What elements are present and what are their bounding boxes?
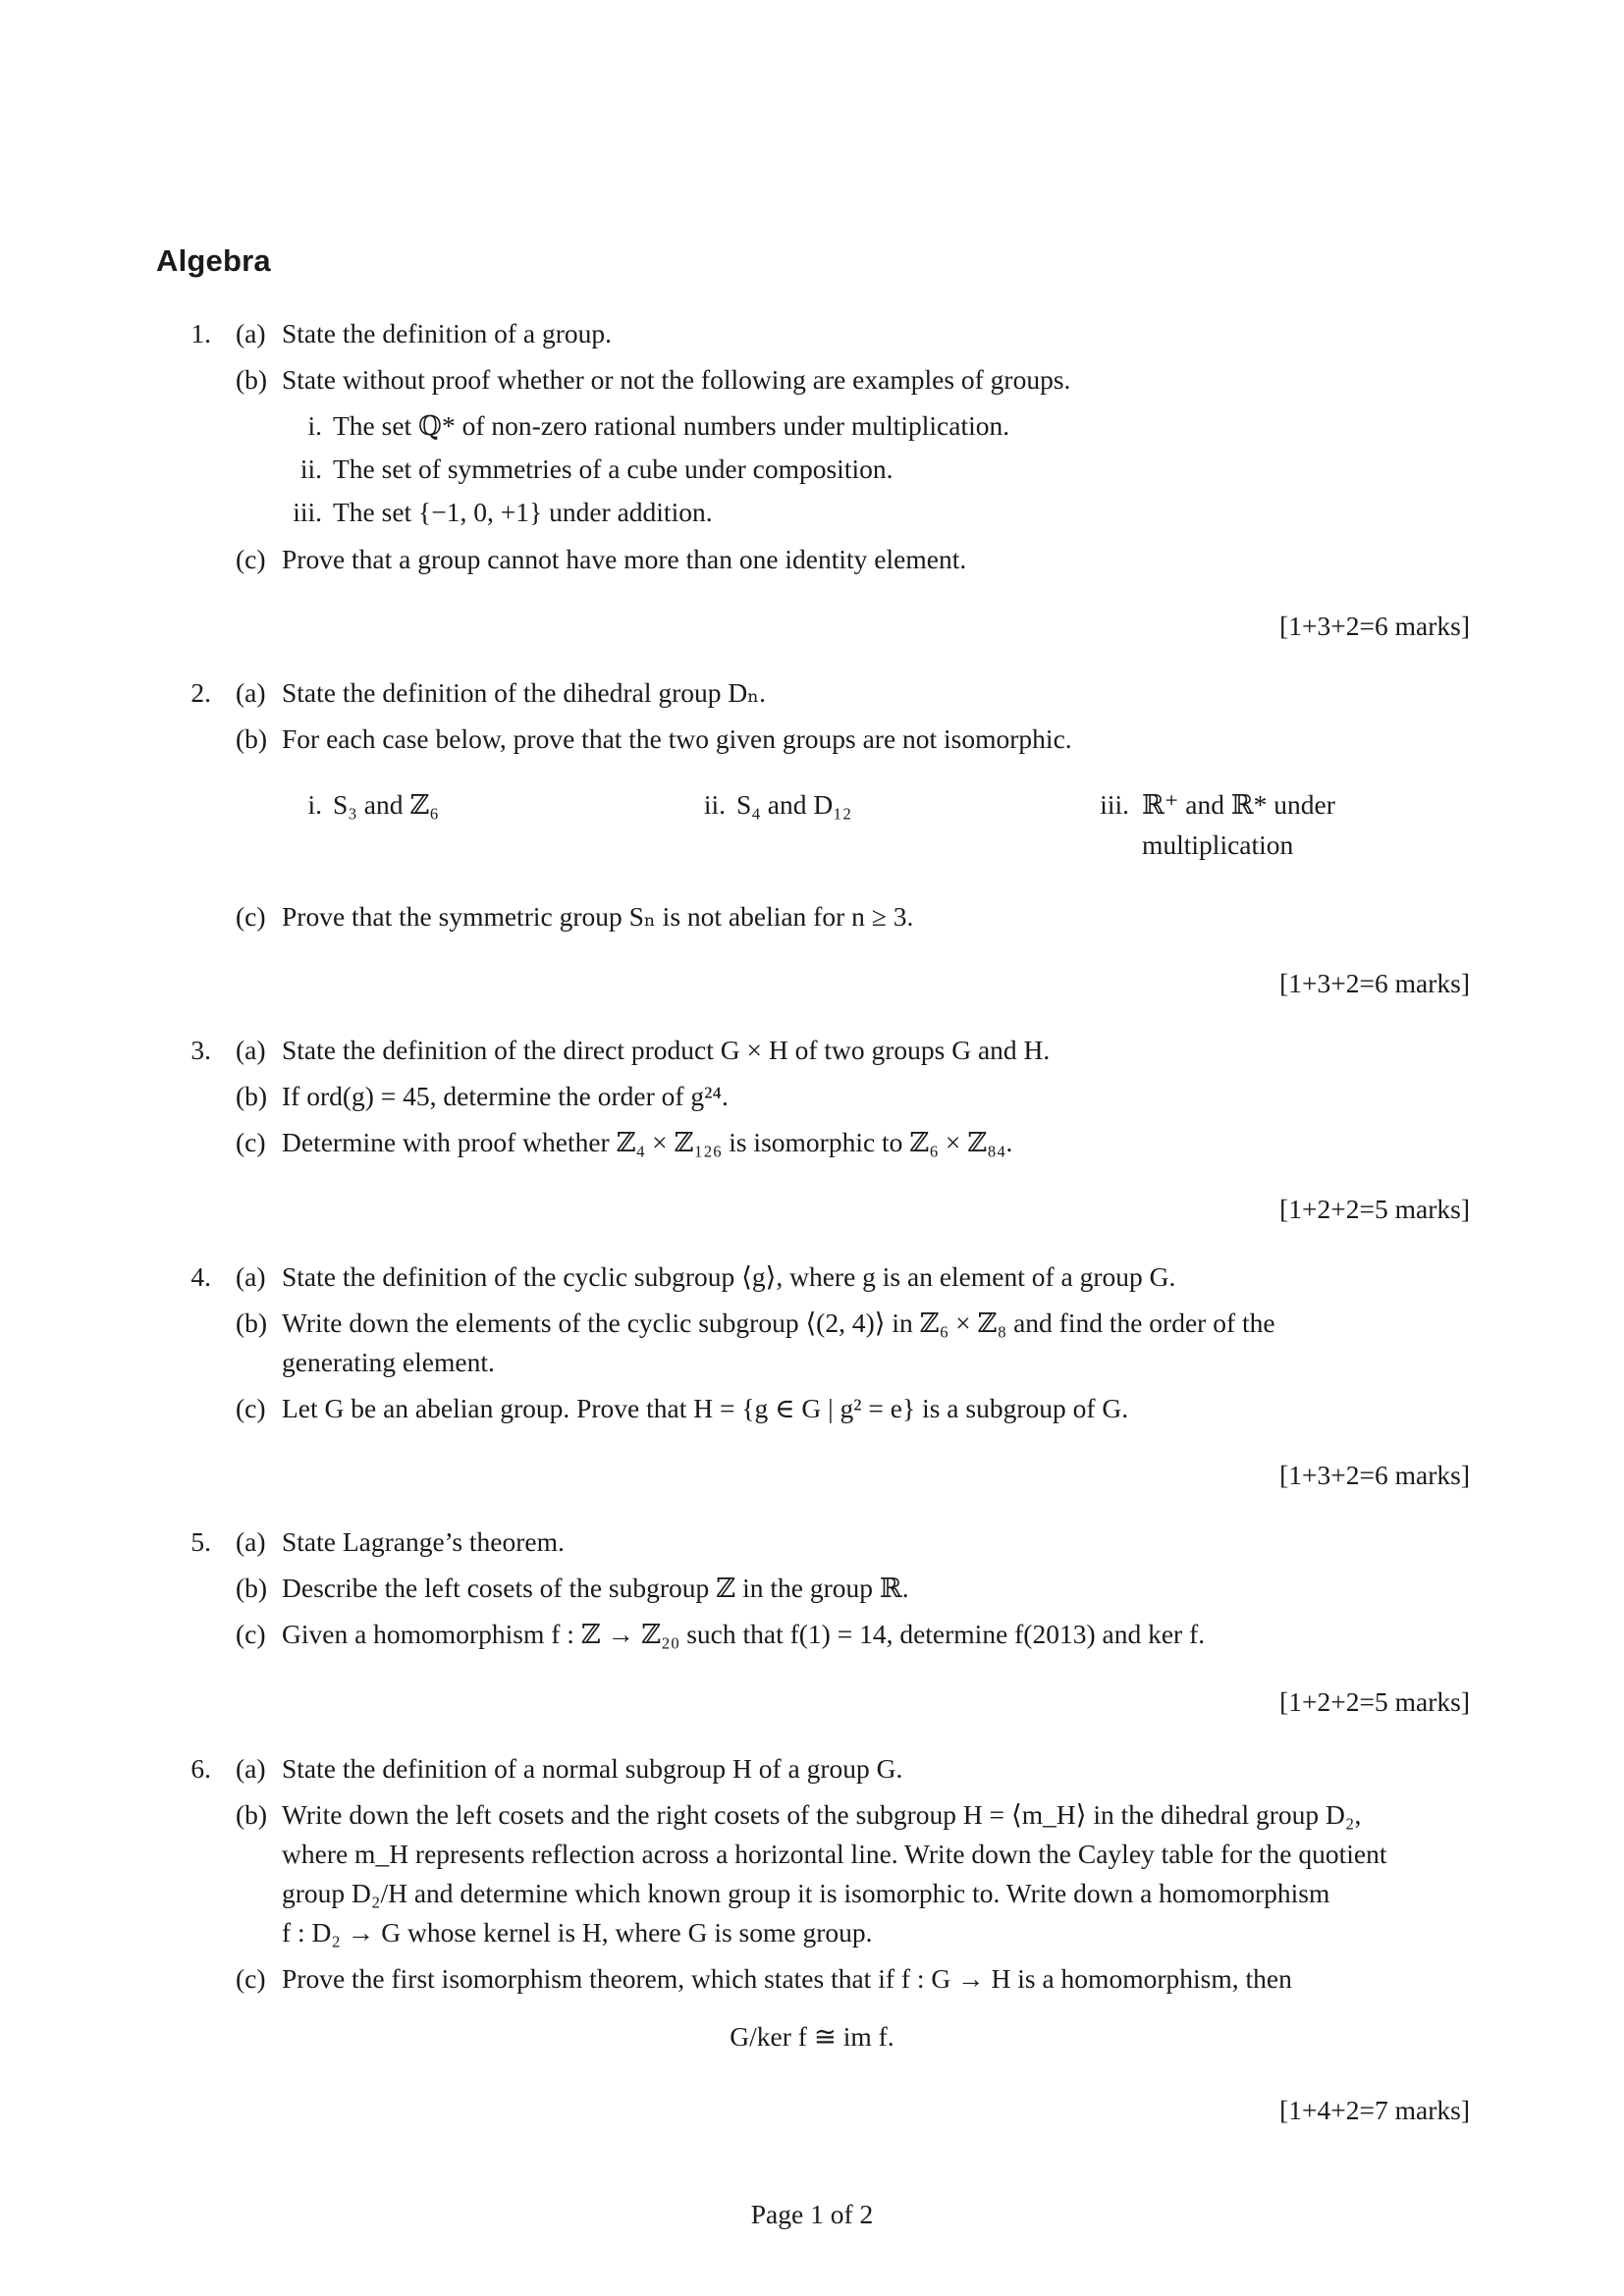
part-text: Determine with proof whether ℤ₄ × ℤ₁₂₆ is isomorphic to ℤ₆ × ℤ₈₄. xyxy=(282,1127,1013,1157)
theorem-formula: G/ker f ≅ im f. xyxy=(730,2021,894,2052)
part-text: Let G be an abelian group. Prove that H = {g ∈ G | g² = e} is a subgroup of G. xyxy=(282,1393,1129,1423)
part-label: (b) xyxy=(236,723,268,754)
part-text: Describe the left cosets of the subgroup ℤ in the group ℝ. xyxy=(282,1573,909,1603)
question-number: 5. xyxy=(190,1526,211,1557)
part-text: Prove that the symmetric group Sₙ is not abelian for n ≥ 3. xyxy=(282,901,914,932)
marks-allocation: [1+2+2=5 marks] xyxy=(1279,1686,1470,1717)
part-label: (a) xyxy=(236,677,266,708)
subpart-text: multiplication xyxy=(1142,829,1294,860)
part-label: (c) xyxy=(236,1127,266,1157)
marks-allocation: [1+2+2=5 marks] xyxy=(1279,1194,1470,1224)
part-text: State the definition of the direct product G × H of two groups G and H. xyxy=(282,1035,1051,1065)
part-text: Given a homomorphism f : ℤ → ℤ₂₀ such that f(1) = 14, determine f(2013) and ker f. xyxy=(282,1619,1206,1649)
part-label: (a) xyxy=(236,1261,266,1292)
part-text: State the definition of the cyclic subgroup ⟨g⟩, where g is an element of a group G. xyxy=(282,1261,1176,1292)
part-label: (b) xyxy=(236,1081,268,1111)
section-heading: Algebra xyxy=(156,243,271,278)
marks-allocation: [1+3+2=6 marks] xyxy=(1279,611,1470,641)
part-label: (a) xyxy=(236,1526,266,1557)
part-text: State the definition of a normal subgroup H of a group G. xyxy=(282,1753,903,1784)
marks-allocation: [1+3+2=6 marks] xyxy=(1279,1460,1470,1490)
subpart-number: iii. xyxy=(1100,789,1129,820)
part-text: f : D₂ → G whose kernel is H, where G is some group. xyxy=(282,1917,873,1948)
part-text: State without proof whether or not the following are examples of groups. xyxy=(282,364,1071,395)
subpart-text: ℝ⁺ and ℝ* under xyxy=(1142,789,1335,820)
part-text: State the definition of a group. xyxy=(282,318,613,348)
part-label: (b) xyxy=(236,1573,268,1603)
part-text: Write down the elements of the cyclic subgroup ⟨(2, 4)⟩ in ℤ₆ × ℤ₈ and find the order of the xyxy=(282,1308,1275,1338)
subpart-number: ii. xyxy=(703,789,726,820)
marks-allocation: [1+3+2=6 marks] xyxy=(1279,968,1470,998)
page-footer: Page 1 of 2 xyxy=(750,2199,874,2229)
subpart-text: S₄ and D₁₂ xyxy=(736,789,852,820)
subpart-text: The set ℚ* of non-zero rational numbers under multiplication. xyxy=(333,410,1010,441)
subpart-number: i. xyxy=(307,410,322,441)
part-text: State the definition of the dihedral group Dₙ. xyxy=(282,677,767,708)
subpart-text: The set {−1, 0, +1} under addition. xyxy=(333,497,713,527)
question-number: 4. xyxy=(190,1261,211,1292)
part-label: (a) xyxy=(236,1753,266,1784)
part-label: (b) xyxy=(236,1799,268,1830)
subpart-number: ii. xyxy=(299,454,322,484)
part-text: Prove the first isomorphism theorem, which states that if f : G → H is a homomorphism, then xyxy=(282,1963,1292,1994)
part-text: If ord(g) = 45, determine the order of g²⁴. xyxy=(282,1081,729,1111)
part-text: State Lagrange’s theorem. xyxy=(282,1526,565,1557)
part-text: where m_H represents reflection across a horizontal line. Write down the Cayley table for the quotient xyxy=(282,1839,1387,1869)
part-label: (a) xyxy=(236,318,266,348)
part-text: For each case below, prove that the two given groups are not isomorphic. xyxy=(282,723,1072,754)
subpart-text: S₃ and ℤ₆ xyxy=(333,789,439,820)
part-label: (c) xyxy=(236,544,266,574)
part-label: (c) xyxy=(236,1963,266,1994)
part-label: (a) xyxy=(236,1035,266,1065)
subpart-number: i. xyxy=(307,789,322,820)
part-text: Write down the left cosets and the right cosets of the subgroup H = ⟨m_H⟩ in the dihedral group D₂, xyxy=(282,1799,1362,1830)
part-label: (c) xyxy=(236,1619,266,1649)
part-label: (c) xyxy=(236,1393,266,1423)
part-label: (b) xyxy=(236,364,268,395)
question-number: 6. xyxy=(190,1753,211,1784)
part-text: generating element. xyxy=(282,1347,495,1377)
part-text: group D₂/H and determine which known group it is isomorphic to. Write down a homomorphism xyxy=(282,1878,1330,1908)
part-label: (b) xyxy=(236,1308,268,1338)
subpart-number: iii. xyxy=(293,497,322,527)
question-number: 1. xyxy=(190,318,211,348)
marks-allocation: [1+4+2=7 marks] xyxy=(1279,2095,1470,2125)
part-text: Prove that a group cannot have more than one identity element. xyxy=(282,544,967,574)
question-number: 2. xyxy=(190,677,211,708)
part-label: (c) xyxy=(236,901,266,932)
subpart-text: The set of symmetries of a cube under composition. xyxy=(333,454,893,484)
question-number: 3. xyxy=(190,1035,211,1065)
